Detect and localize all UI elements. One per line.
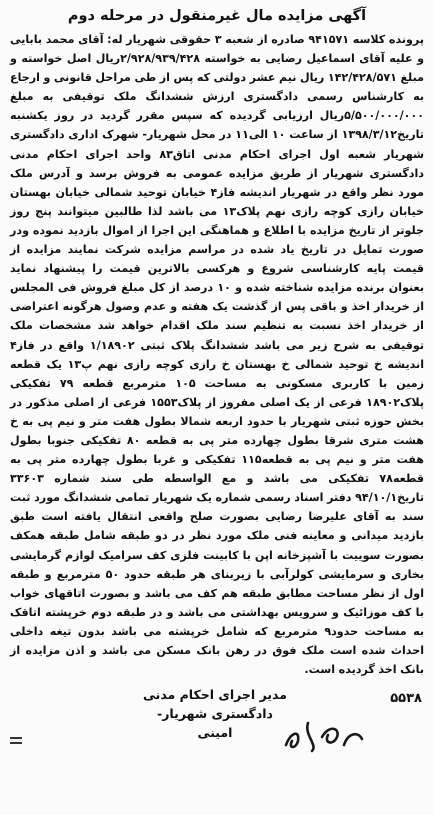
- edge-marks: [10, 737, 22, 751]
- notice-footer: [10, 685, 424, 755]
- signature-line-title: مدیر اجرای احکام مدنی: [142, 687, 287, 703]
- handwritten-number-mark: [278, 715, 368, 755]
- notice-body: پرونده کلاسه ۹۴۱۵۷۱ صادره از شعبه ۳ حقوقی شهریار له: آقای محمد بابایی و علیه آقای اسماعیل رضایی به خواسته ۲/۹۲۸/۹۳۹/۴۲۸ریال اصل خواسته و مبلغ ۱۴۲/۴۲۸/۵۷۱ ریال نیم عشر دولتی که پس از طی مراحل قانونی و ارجاع به کارشناس رسمی دادگستری ارزش ششدانگ ملک توقیفی به مبلغ ۵/۵۰۰/۰۰۰/۰۰۰ریال ارزیابی گردیده که سپس مقرر گردید در روز یکشنبه تاریخ۱۳۹۸/۳/۱۲ از ساعت ۱۰ الی۱۱ در محل شهریار- شهرک اداری دادگستری شهریار شعبه اول اجرای احکام مدنی اتاق۸۳ واحد اجرای احکام مدنی دادگستری شهریار از طریق مزایده عمومی به فروش برسد و آدرس ملک مورد نظر واقع در شهریار اندیشه فاز۴ خیابان توحید شمالی خیابان بهستان خیابان رازی کوچه رازی نهم پلاک۱۳ می باشد لذا طالبین میتوانند پنج روز جلوتر از تاریخ مزایده با اطلاع و هماهنگی این اجرا از اموال بازدید نموده ودر صورت تمایل در تاریخ یاد شده در مراسم مزایده شرکت نمایند مزایده از قیمت پایه کارشناسی شروع و هرکسی بالاترین قیمت را پیشنهاد نماید بعنوان برنده مزایده شناخته شده و ۱۰ درصد از کل مبلغ فروش فی المجلس از خریدار اخذ و باقی پس از گذشت یک هفته و عدم وصول هرگونه اعتراضی از خریدار اخذ نسبت به تنظیم سند ملک اقدام خواهد شد مشخصات ملک توقیفی به شرح زیر می باشد ششدانگ پلاک ثبتی ۱/۱۸۹۰۲ واقع در فاز۴ اندیشه خ توحید شمالی خ بهستان خ رازی کوچه رازی نهم پ۱۳ یک قطعه زمین با کاربری مسکونی به مساحت ۱۰۵ مترمربع قطعه ۷۹ تفکیکی پلاک۱۸۹۰۲ فرعی از یک اصلی مفروز از پلاک۱۵۵۳ فرعی از اصلی مذکور در بخش حوزه ثبتی شهریار با حدود اربعه شمالا بطول هفت متر و نیم پی به خ هشت متری شرقا بطول چهارده متر پی به قطعه ۸۰ تفکیکی جنوبا بطول هفت متر و نیم پی به قطعه۱۱۵ تفکیکی و غربا بطول چهارده متر پی به قطعه۷۸ تفکیکی می باشد و مع الواسطه طی سند شماره ۳۳۶۰۳ تاریخ۹۴/۱۰/۱ دفتر اسناد رسمی شماره یک شهریار تمامی ششدانگ مورد ثبت سند به آقای علیرضا رضایی بصورت صلح واقعی انتقال یافته است طبق بازدید میدانی و معاینه فنی ملک مورد نظر در دو طبقه شامل طبقه همکف بصورت سوییت با آشپزخانه اپن با کابینت فلزی کف سرامیک لوازم گرمایشی بخاری و سرمایشی کولرآبی با زیربنای هر طبقه حدود ۵۰ مترمربع و طبقه اول از نظر مساحت مطابق طبقه هم کف می باشد و بصورت اتاقهای خواب با کف موزائیک و سرویس بهداشتی می باشد و در طبقه دوم خرپشته اتاقک به مساحت حدود۹ مترمربع که شامل خرپشته می باشد بدون تیغه داخلی احداث شده است ملک فوق در رهن بانک مسکن می باشد و اذن مزایده از بانک اخذ گردیده است.: [9, 33, 425, 677]
- signature-block: [140, 685, 290, 742]
- signature-line-name: دادگستری شهریار- امینی: [157, 706, 273, 741]
- notice-title: آگهی مزایده مال غیرمنقول در مرحله دوم: [67, 8, 367, 24]
- notice-code: ۵۵۳۸: [390, 691, 422, 707]
